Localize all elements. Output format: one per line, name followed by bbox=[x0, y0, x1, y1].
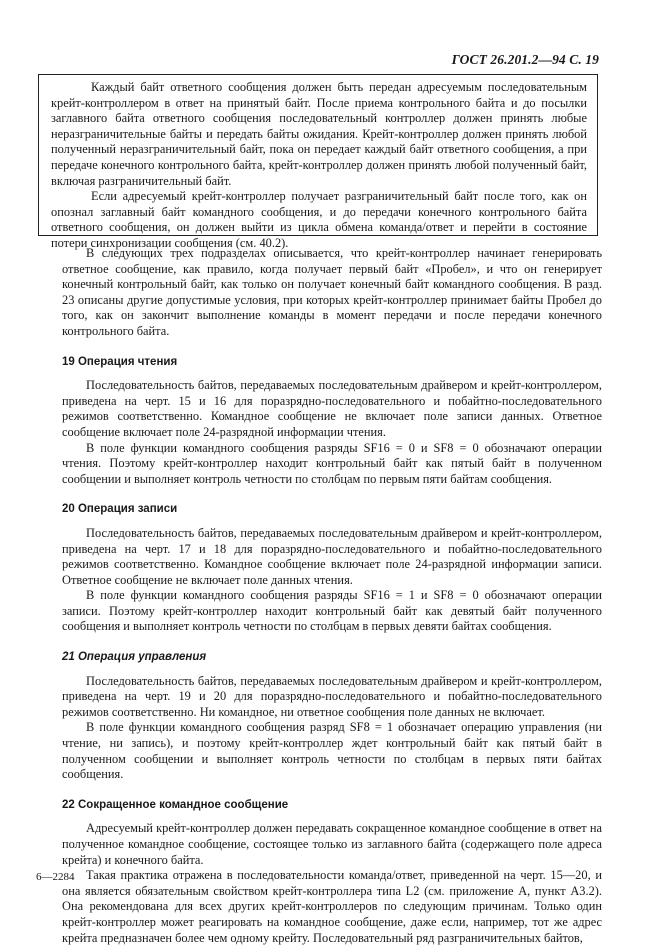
section-paragraph: Последовательность байтов, передаваемых последовательным драйвером и крейт-контроллером, приведена на черт. 17 и 18 для поразрядно-последовательного и побайтно-последовательного режимов соответственно. Командное сообщение включает поле 24-разрядной информации записи. Ответное сообщение не включает поле данных чтения. bbox=[62, 525, 602, 587]
boxed-note bbox=[38, 74, 598, 250]
page-header: ГОСТ 26.201.2—94 С. 19 bbox=[451, 52, 599, 67]
section-paragraph: Такая практика отражена в последовательности команда/ответ, приведенной на черт. 15—20, и она является обязательным свойством крейт-контроллера типа L2 (см. приложение А, пункт А3.2). Она рекомендована для всех других крейт-контроллеров по следующим причинам. Только один крейт-контроллер может реагировать на командное сообщение, даже если, например, тот же адрес крейта предназначен более чем одному крейту. Последовательный ряд разграничительных байтов, bbox=[62, 868, 602, 945]
section-paragraph: В поле функции командного сообщения разряды SF16 = 1 и SF8 = 0 обозначают операции записи. Поэтому крейт-контроллер находит контрольный байт как девятый байт полученного сообщения и выполняет контроль четности по столбцам в первых девяти байтах сообщения. bbox=[62, 588, 602, 634]
intro-paragraph: В следующих трех подразделах описывается, что крейт-контроллер начинает генерировать ответное сообщение, как правило, когда получает первый байт «Пробел», и что он генерирует конечный контрольный байт, как только он получает конечный байт командного сообщения. В разд. 23 описаны другие допустимые условия, при которых крейт-контроллер принимает байты Пробел до того, как он закончит выполнение команды в момент передачи и после передачи конечного контрольного байта. bbox=[62, 246, 602, 338]
section-paragraph: Последовательность байтов, передаваемых последовательным драйвером и крейт-контроллером, приведена на черт. 19 и 20 для поразрядно-последовательного и побайтно-последовательного режимов соответственно. Ни командное, ни ответное сообщения поле данных не включает. bbox=[62, 673, 602, 719]
section-heading-21: 21 Операция управления bbox=[62, 651, 207, 664]
section-paragraph: В поле функции командного сообщения разряд SF8 = 1 обозначает операцию управления (ни чтение, ни запись), и поэтому крейт-контроллер ждет контрольный байт как пятый байт в полученном сообщении и выполняет контроль четности по столбцам в первых пяти байтах сообщения. bbox=[62, 720, 602, 782]
box-paragraph: Каждый байт ответного сообщения должен быть передан адресуемым последовательным крейт-контроллером в ответ на принятый байт. После приема контрольного байта и до посылки заглавного байта ответного сообщения последовательный контроллер должен принять любые неразграничительные байты и передать байты ожидания. Крейт-контроллер должен принять любой полученный неразграничительный байт, пока он передает каждый байт ответного сообщения, а при передаче конечного контрольного байта, крейт-контроллер должен принять любой полученный байт, включая разграничительный байт. bbox=[51, 80, 587, 188]
section-heading-20: 20 Операция записи bbox=[62, 503, 178, 516]
box-paragraph: Если адресуемый крейт-контроллер получает разграничительный байт после того, как он опознал заглавный байт командного сообщения, и до передачи конечного контрольного байта ответного сообщения, он должен выйти из цикла обмена команда/ответ и перейти в состояние потери синхронизации сообщения (см. 40.2). bbox=[51, 189, 587, 250]
section-paragraph: Последовательность байтов, передаваемых последовательным драйвером и крейт-контроллером, приведена на черт. 15 и 16 для поразрядно-последовательного и побайтно-последовательного режимов соответственно. Командное сообщение не включает поле записи данных. Ответное сообщение включает поле 24-разрядной информации чтения. bbox=[62, 378, 602, 439]
section-paragraph: Адресуемый крейт-контроллер должен передавать сокращенное командное сообщение в ответ на полученное командное сообщение, состоящее только из заглавного байта (содержащего поле адреса крейта) и конечного байта. bbox=[62, 821, 602, 867]
section-heading-19: 19 Операция чтения bbox=[62, 355, 178, 368]
main-content bbox=[62, 246, 602, 946]
page-footer-code: 6—2284 bbox=[36, 871, 75, 883]
section-paragraph: В поле функции командного сообщения разряды SF16 = 0 и SF8 = 0 обозначают операции чтения. Поэтому крейт-контроллер находит контрольный байт как пятый байт в полученном сообщении и выполняет контроль четности по столбцам по первым пяти байтам сообщения. bbox=[62, 440, 602, 486]
section-heading-22: 22 Сокращенное командное сообщение bbox=[62, 798, 289, 811]
